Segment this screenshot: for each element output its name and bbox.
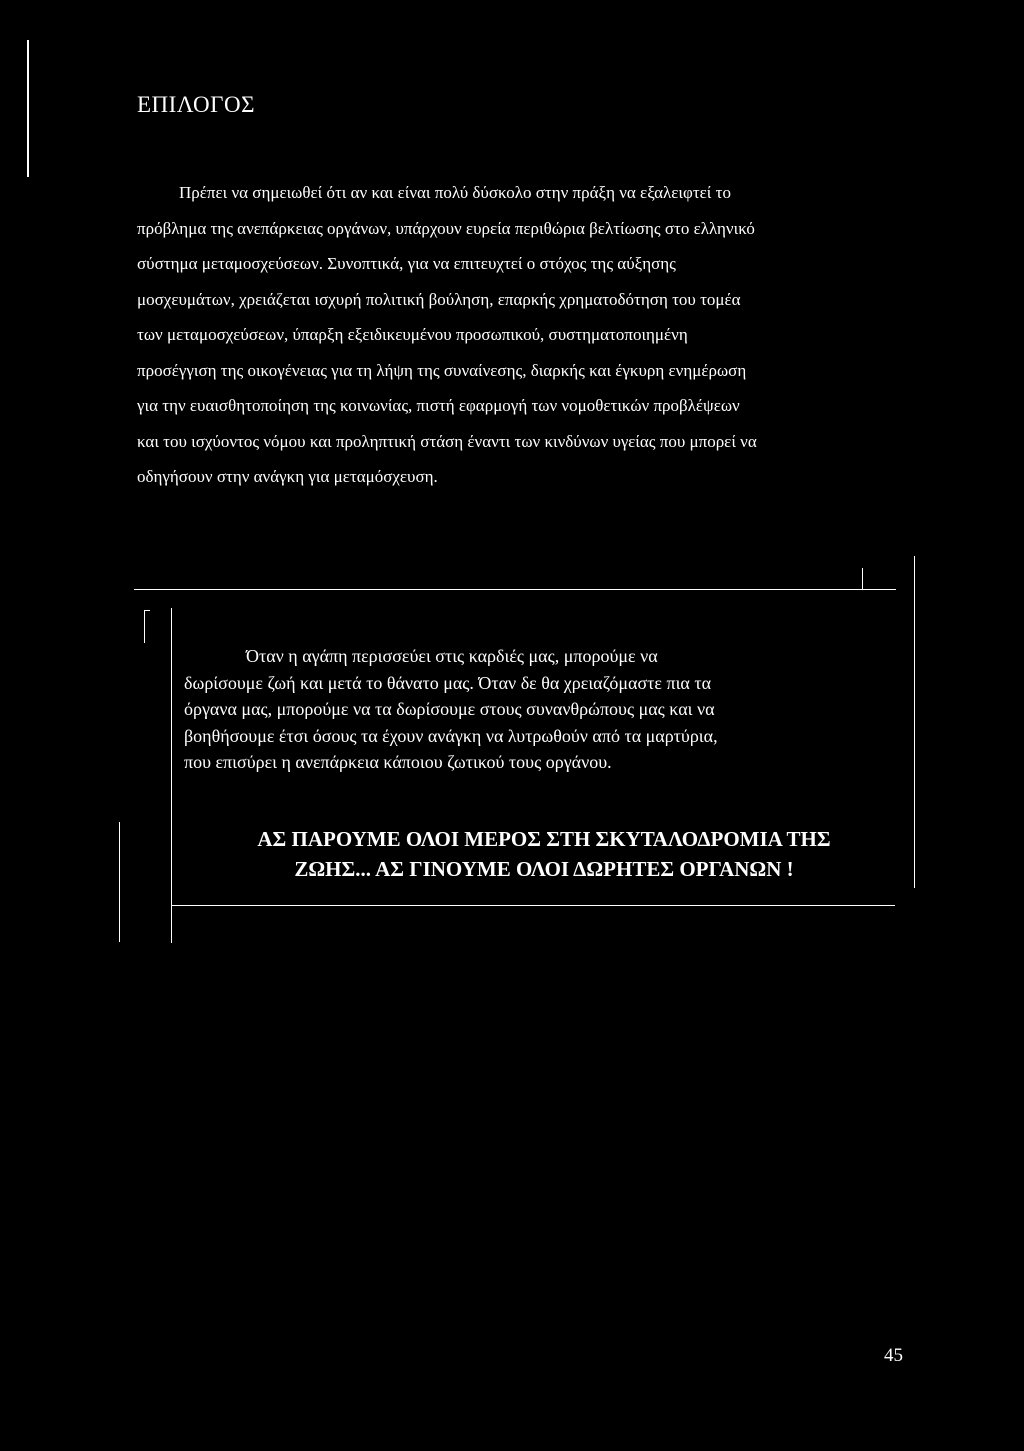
- quote-line: όργανα μας, μπορούμε να τα δωρίσουμε στους συνανθρώπους μας και να: [184, 699, 715, 720]
- slogan: [184, 824, 904, 884]
- body-line: σύστημα μεταμοσχεύσεων. Συνοπτικά, για να επιτευχτεί ο στόχος της αύξησης: [137, 254, 676, 273]
- body-line: οδηγήσουν στην ανάγκη για μεταμόσχευση.: [137, 467, 438, 486]
- body-line: για την ευαισθητοποίηση της κοινωνίας, πιστή εφαρμογή των νομοθετικών προβλέψεων: [137, 396, 740, 415]
- body-line: πρόβλημα της ανεπάρκειας οργάνων, υπάρχουν ευρεία περιθώρια βελτίωσης στο ελληνικό: [137, 218, 755, 238]
- box-left-rule-inner: [171, 608, 172, 943]
- quote-line: που επισύρει η ανεπάρκεια κάποιου ζωτικού τους οργάνου.: [184, 752, 612, 773]
- box-top-rule: [134, 589, 896, 590]
- quote-line: δωρίσουμε ζωή και μετά το θάνατο μας. Όταν δε θα χρειαζόμαστε πια τα: [184, 672, 712, 693]
- body-line: και του ισχύοντος νόμου και προληπτική στάση έναντι των κινδύνων υγείας που μπορεί να: [137, 431, 757, 451]
- left-margin-rule: [27, 40, 29, 177]
- box-top-right-tick: [862, 568, 863, 590]
- body-paragraph: [137, 175, 907, 495]
- box-right-rule: [914, 556, 915, 888]
- box-left-rule-lower: [119, 822, 120, 942]
- quote-line: βοηθήσουμε έτσι όσους τα έχουν ανάγκη να λυτρωθούν από τα μαρτύρια,: [184, 725, 718, 746]
- box-left-bracket-top: [144, 610, 150, 611]
- section-heading: ΕΠΙΛΟΓΟΣ: [137, 92, 255, 117]
- body-line: προσέγγιση της οικογένειας για τη λήψη της συναίνεσης, διαρκής και έγκυρη ενημέρωση: [137, 360, 747, 380]
- slogan-line: ΖΩΗΣ... ΑΣ ΓΙΝΟΥΜΕ ΟΛΟΙ ΔΩΡΗΤΕΣ ΟΡΓΑΝΩΝ !: [294, 857, 794, 881]
- box-left-rule-outer: [144, 610, 145, 643]
- quote-paragraph: [184, 643, 904, 776]
- slogan-line: ΑΣ ΠΑΡΟΥΜΕ ΟΛΟΙ ΜΕΡΟΣ ΣΤΗ ΣΚΥΤΑΛΟΔΡΟΜΙΑ ΤΗΣ: [257, 827, 831, 851]
- page-number: 45: [884, 1345, 903, 1366]
- box-bottom-rule: [171, 905, 895, 906]
- body-line: μοσχευμάτων, χρειάζεται ισχυρή πολιτική βούληση, επαρκής χρηματοδότηση του τομέα: [137, 289, 741, 309]
- body-line: των μεταμοσχεύσεων, ύπαρξη εξειδικευμένου προσωπικού, συστηματοποιημένη: [137, 325, 688, 344]
- body-line: Πρέπει να σημειωθεί ότι αν και είναι πολύ δύσκολο στην πράξη να εξαλειφτεί το: [179, 183, 731, 202]
- quote-line: Όταν η αγάπη περισσεύει στις καρδιές μας, μπορούμε να: [246, 646, 658, 666]
